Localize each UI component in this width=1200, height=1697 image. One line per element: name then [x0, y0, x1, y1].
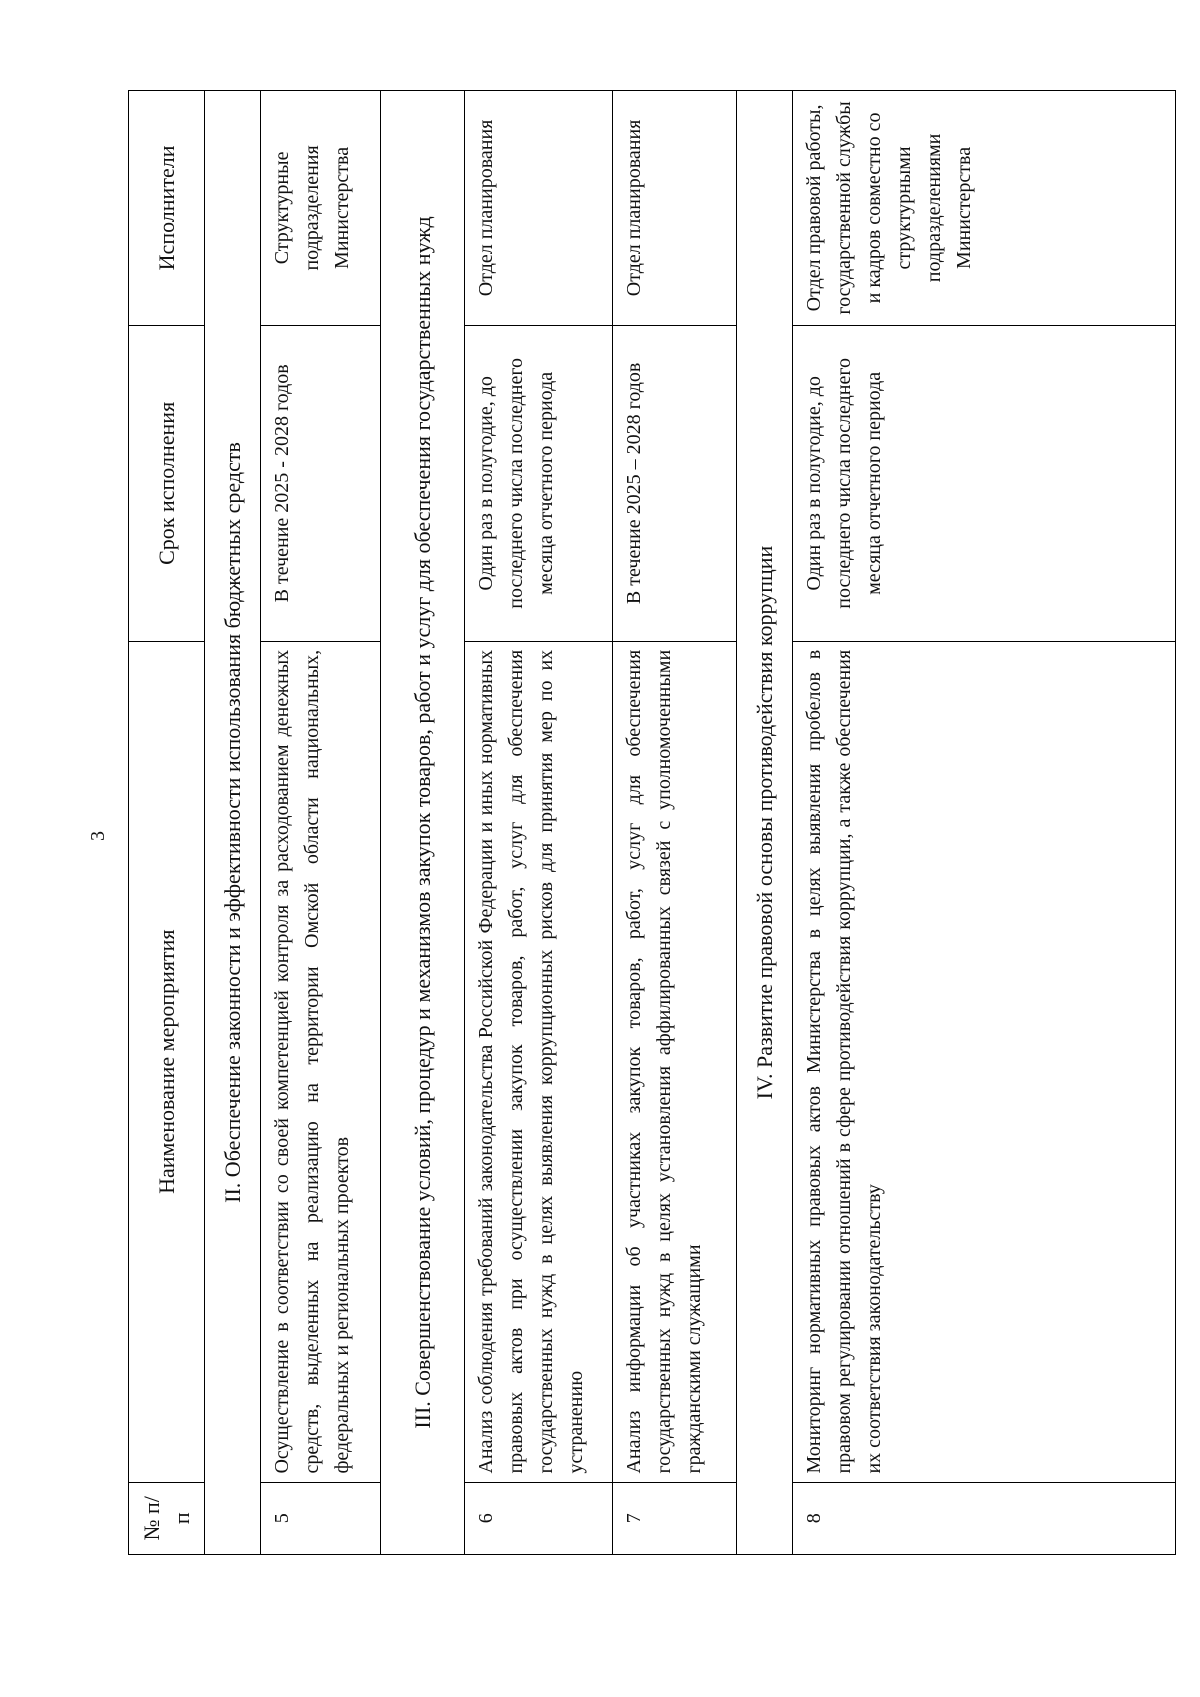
header-num: № п/п	[129, 1482, 205, 1554]
row-executors: Отдел правовой работы, государственной службы и кадров совместно со структурными подразделениями Министерства	[793, 91, 1176, 326]
row-name: Осуществление в соответствии со своей компетенцией контроля за расходованием денежных средств, выделенных на реализацию на территории Омской области национальных, федеральных и региональных проектов	[261, 641, 381, 1482]
table-header-row	[129, 91, 205, 1555]
header-executors: Исполнители	[129, 91, 205, 326]
row-term: В течение 2025 - 2028 годов	[261, 325, 381, 641]
header-term: Срок исполнения	[129, 325, 205, 641]
table-row	[793, 91, 1176, 1555]
measures-table-wrapper	[128, 90, 1176, 1555]
row-name: Мониторинг нормативных правовых актов Министерства в целях выявления пробелов в правовом регулировании отношений в сфере противодействия коррупции, а также обеспечения их соответствия законодательству	[793, 641, 1176, 1482]
section-row	[381, 91, 465, 1555]
table-row	[613, 91, 737, 1555]
row-name: Анализ соблюдения требований законодательства Российской Федерации и иных нормативных правовых актов при осуществлении закупок товаров, работ, услуг для обеспечения государственных нужд в целях выявления коррупционных рисков для принятия мер по их устранению	[465, 641, 613, 1482]
section-row	[737, 91, 793, 1555]
table-row	[261, 91, 381, 1555]
row-executors: Отдел планирования	[465, 91, 613, 326]
table-row	[465, 91, 613, 1555]
section-title: IV. Развитие правовой основы противодействия коррупции	[737, 91, 793, 1555]
header-name: Наименование мероприятия	[129, 641, 205, 1482]
row-term: Один раз в полугодие, до последнего числа последнего месяца отчетного периода	[793, 325, 1176, 641]
row-num: 5	[261, 1482, 381, 1554]
row-num: 8	[793, 1482, 1176, 1554]
row-term: Один раз в полугодие, до последнего числа последнего месяца отчетного периода	[465, 325, 613, 641]
page-number: 3	[87, 831, 109, 841]
section-title: II. Обеспечение законности и эффективности использования бюджетных средств	[205, 91, 261, 1555]
row-executors: Структурные подразделения Министерства	[261, 91, 381, 326]
row-name: Анализ информации об участниках закупок товаров, работ, услуг для обеспечения государственных нужд в целях установления аффилированных связей с уполномоченными гражданскими служащими	[613, 641, 737, 1482]
section-row	[205, 91, 261, 1555]
row-num: 7	[613, 1482, 737, 1554]
row-term: В течение 2025 – 2028 годов	[613, 325, 737, 641]
row-executors: Отдел планирования	[613, 91, 737, 326]
measures-table	[128, 90, 1176, 1555]
section-title: III. Совершенствование условий, процедур и механизмов закупок товаров, работ и услуг для обеспечения государственных нужд	[381, 91, 465, 1555]
row-num: 6	[465, 1482, 613, 1554]
